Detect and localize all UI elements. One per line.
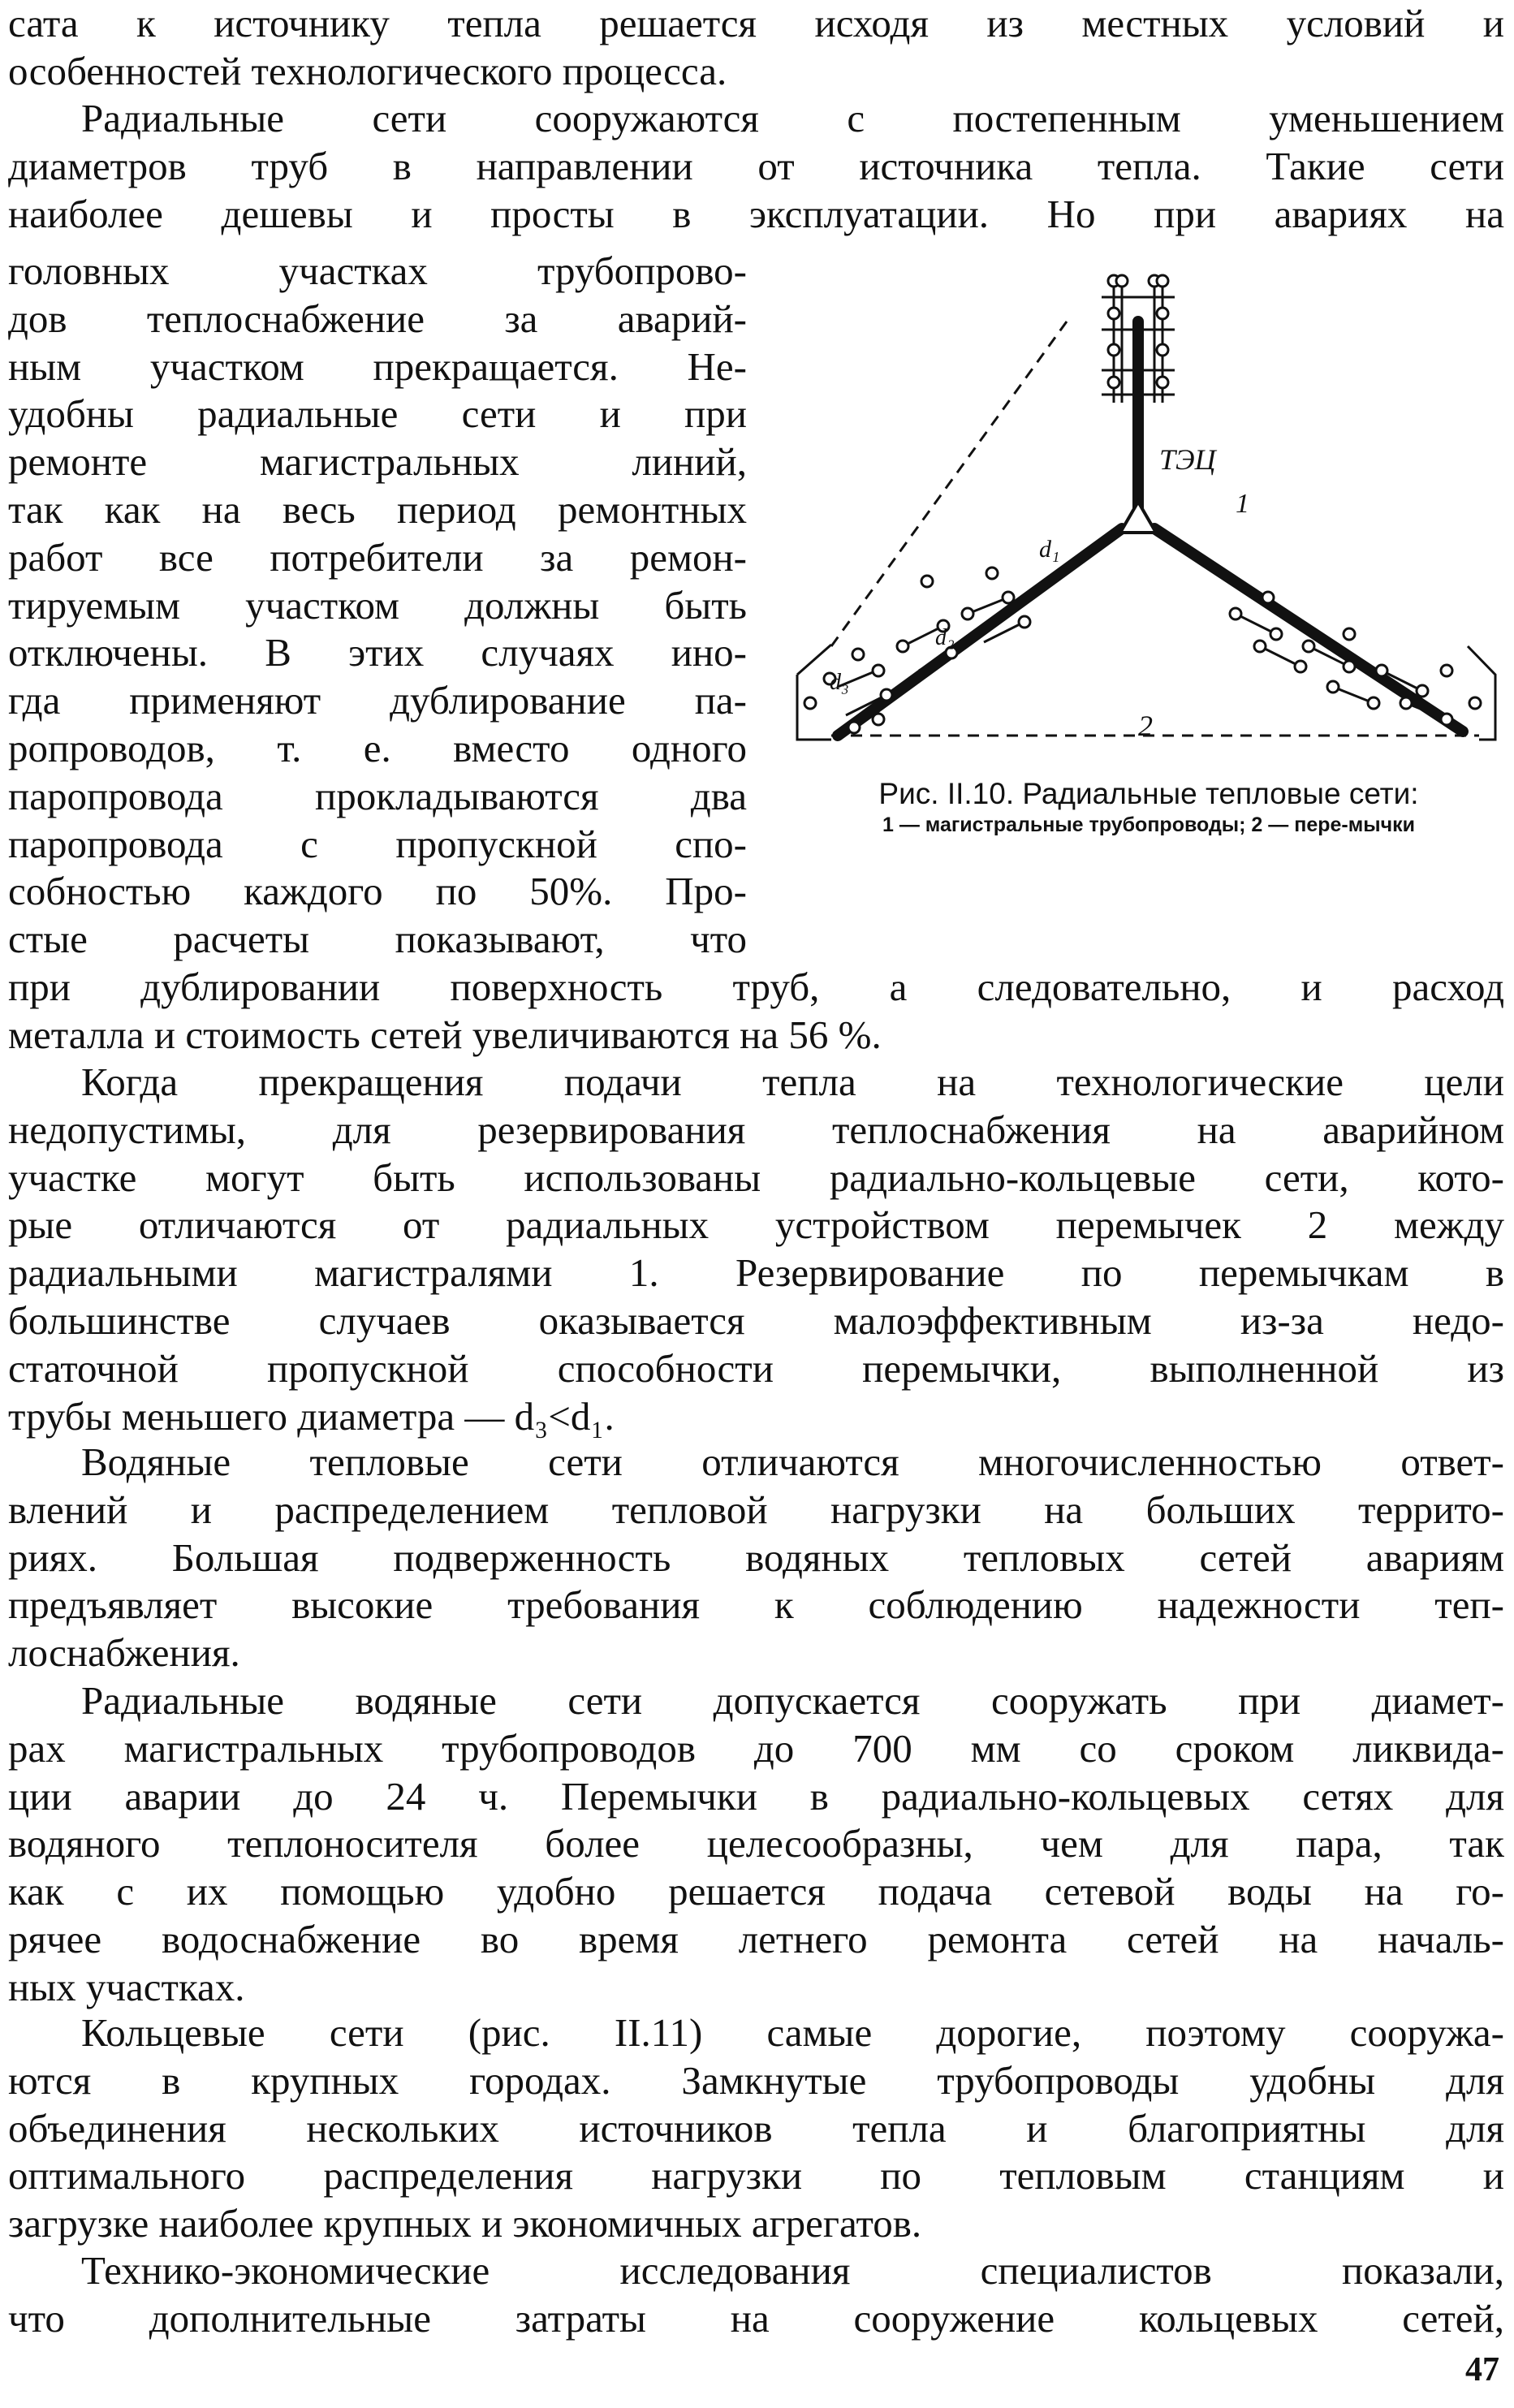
text-line: рячее водоснабжение во время летнего ремонта сетей на началь- — [8, 1916, 1504, 1961]
caption-legend: 1 — магистральные трубопроводы; 2 — пере-мычки — [882, 813, 1415, 836]
text-line: рые отличаются от радиальных устройством перемычек 2 между — [8, 1202, 1504, 1248]
text-line: металла и стоимость сетей увеличиваются на 56 %. — [8, 1012, 882, 1057]
main-trunk-southwest — [838, 529, 1122, 736]
text-line: ных участках. — [8, 1964, 245, 2009]
page-number: 47 — [1465, 2351, 1499, 2389]
text-line: сата к источнику тепла решается исходя из местных условий и — [8, 1, 1504, 45]
text-line: Радиальные сети сооружаются с постепенным уменьшением — [81, 96, 1504, 140]
text-line: ропроводов, т. е. вместо одного — [8, 725, 747, 770]
label-main-pipe: 1 — [1236, 489, 1249, 519]
text-line: паропровода с пропускной спо- — [8, 821, 747, 866]
text-line: радиальными магистралями 1. Резервирование по перемычкам в — [8, 1250, 1504, 1296]
text-line: Технико-экономические исследования специалистов показали, — [81, 2248, 1504, 2293]
text-line: трубы меньшего диаметра — d₃<d₁. — [8, 1393, 615, 1439]
text-line: водяного теплоносителя более целесообразны, чем для пара, так — [8, 1821, 1504, 1866]
paragraph-top-continuation — [8, 0, 1504, 96]
text-line: лоснабжения. — [8, 1630, 240, 1676]
text-line: недопустимы, для резервирования теплоснабжения на аварийном — [8, 1107, 1504, 1152]
paragraph-ring-networks — [8, 2009, 1504, 2248]
caption-title: Рис. II.10. Радиальные тепловые сети: — [878, 777, 1419, 810]
heat-plant-triangle — [1120, 502, 1156, 533]
text-line: статочной пропускной способности перемычки, выполненной из — [8, 1345, 1504, 1391]
text-line: участке могут быть использованы радиально-кольцевые сети, кото- — [8, 1154, 1504, 1200]
text-line: Радиальные водяные сети допускается сооружать при диамет- — [81, 1678, 1504, 1723]
text-line: диаметров труб в направлении от источника тепла. Такие сети — [8, 143, 1504, 188]
paragraph-radial-water-networks — [8, 1677, 1504, 2012]
label-tec: ТЭЦ — [1159, 443, 1216, 476]
text-line: ции аварии до 24 ч. Перемычки в радиально-кольцевых сетях для — [8, 1773, 1504, 1819]
text-line: влений и распределением тепловой нагрузки на больших террито- — [8, 1487, 1504, 1532]
label-d3: d₃ — [830, 670, 849, 695]
text-line: собностью каждого по 50%. Про- — [8, 869, 747, 914]
text-line: при дублировании поверхность труб, а следовательно, и расход — [8, 964, 1504, 1009]
paragraph-radial-networks-end — [8, 964, 1504, 1059]
paragraph-radial-ring-networks — [8, 1059, 1504, 1440]
text-line: тируемым участком должны быть — [8, 582, 747, 628]
text-line: что дополнительные затраты на сооружение кольцевых сетей, — [8, 2295, 1504, 2341]
text-line: наиболее дешевы и просты в эксплуатации. Но при авариях на — [8, 191, 1504, 236]
figure-radial-heat-networks — [781, 265, 1502, 768]
text-line: особенностей технологического процесса. — [8, 48, 727, 93]
paragraph-radial-networks-wrapped — [8, 248, 747, 964]
text-line: отключены. В этих случаях ино- — [8, 630, 747, 675]
paragraph-economic-studies — [8, 2247, 1504, 2343]
text-line: оптимального распределения нагрузки по тепловым станциям и — [8, 2153, 1504, 2199]
text-line: объединения нескольких источников тепла и благоприятны для — [8, 2105, 1504, 2151]
text-line: загрузке наиболее крупных и экономичных агрегатов. — [8, 2201, 922, 2246]
text-line: рах магистральных трубопроводов до 700 мм со сроком ликвида- — [8, 1725, 1504, 1771]
text-line: Когда прекращения подачи тепла на технологические цели — [81, 1059, 1504, 1104]
text-line: Кольцевые сети (рис. II.11) самые дорогие, поэтому сооружа- — [81, 2010, 1504, 2055]
label-d2: d₂ — [935, 625, 955, 650]
label-d1: d₁ — [1039, 536, 1060, 563]
main-trunk-southeast — [1154, 529, 1463, 731]
text-line: предъявляет высокие требования к соблюдению надежности теп- — [8, 1582, 1504, 1628]
label-jumper: 2 — [1138, 710, 1153, 742]
radial-network-diagram — [781, 265, 1502, 768]
text-line: Водяные тепловые сети отличаются многочисленностью ответ- — [81, 1439, 1504, 1484]
text-line: ремонте магистральных линий, — [8, 439, 747, 485]
text-line: риях. Большая подверженность водяных тепловых сетей авариям — [8, 1534, 1504, 1580]
text-line: работ все потребители за ремон- — [8, 534, 747, 580]
text-line: как с их помощью удобно решается подача сетевой воды на го- — [8, 1869, 1504, 1914]
text-line: ются в крупных городах. Замкнутые трубопроводы удобны для — [8, 2057, 1504, 2103]
paragraph-radial-networks — [8, 95, 1504, 238]
text-line: удобны радиальные сети и при — [8, 391, 747, 437]
text-line: головных участках трубопрово- — [8, 248, 747, 293]
text-line: дов теплоснабжение за аварий- — [8, 296, 747, 341]
text-line: гда применяют дублирование па- — [8, 678, 747, 723]
text-line: большинстве случаев оказывается малоэффективным из-за недо- — [8, 1297, 1504, 1343]
text-line: так как на весь период ремонтных — [8, 486, 747, 532]
text-line: паропровода прокладываются два — [8, 773, 747, 818]
text-line: ным участком прекращается. Не- — [8, 343, 747, 389]
text-line: стые расчеты показывают, что — [8, 917, 747, 962]
paragraph-water-networks — [8, 1439, 1504, 1677]
figure-caption — [792, 775, 1506, 837]
